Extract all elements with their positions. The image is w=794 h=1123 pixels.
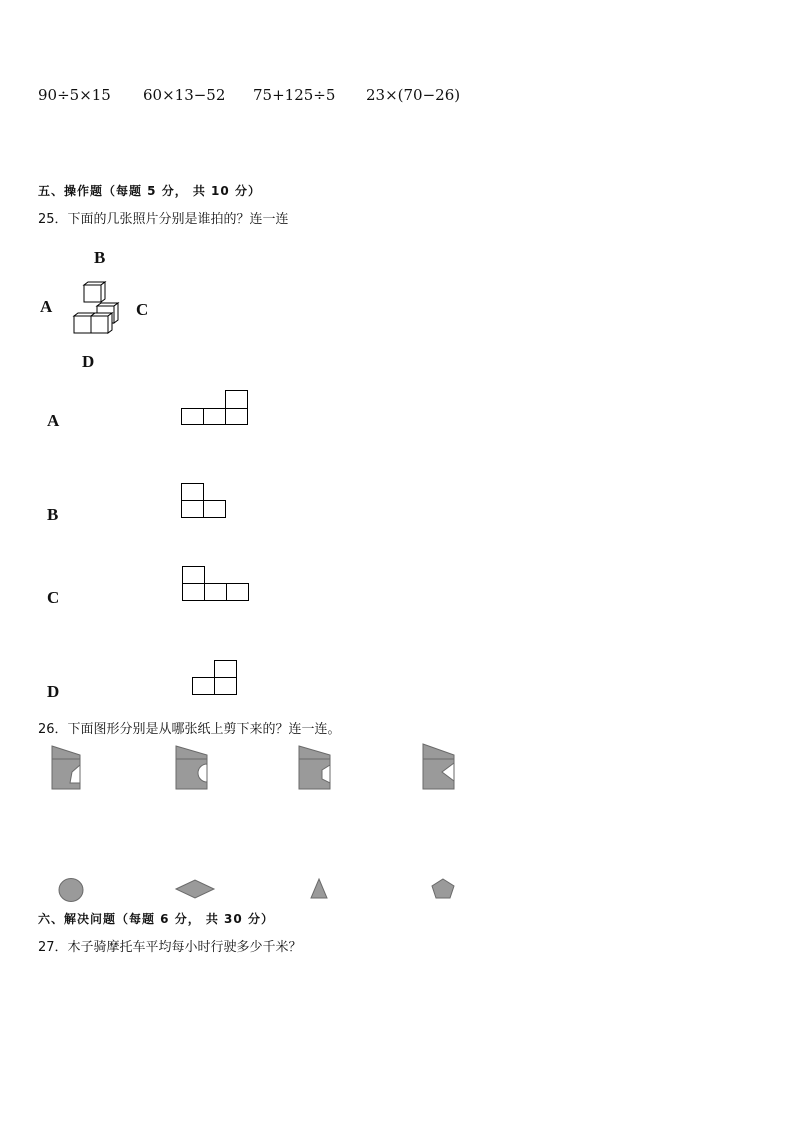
circle-shape — [58, 877, 86, 903]
photo-label-d: D — [47, 682, 60, 701]
view-label-c: C — [136, 300, 149, 319]
expression-3: 75+125÷5 — [253, 86, 336, 104]
cube-stack-figure — [70, 282, 120, 338]
expression-1: 90÷5×15 — [38, 86, 111, 104]
photo-label-c: C — [47, 588, 60, 607]
view-label-d: D — [82, 352, 95, 371]
rhombus-shape — [175, 879, 215, 899]
folded-paper-2 — [173, 745, 211, 790]
pentagon-shape — [430, 878, 456, 900]
folded-paper-4 — [420, 743, 458, 790]
view-label-b: B — [94, 248, 106, 267]
question-26-text: 26．下面图形分别是从哪张纸上剪下来的？连一连。 — [38, 722, 341, 737]
question-27-text: 27．木子骑摩托车平均每小时行驶多少千米？ — [38, 940, 302, 955]
folded-paper-3 — [296, 745, 334, 790]
expression-2: 60×13−52 — [143, 86, 226, 104]
section-5-title: 五、操作题（每题 5 分， 共 10 分） — [38, 184, 261, 198]
expression-4: 23×(70−26) — [366, 86, 461, 104]
section-6-title: 六、解决问题（每题 6 分， 共 30 分） — [38, 912, 274, 926]
photo-label-b: B — [47, 505, 59, 524]
triangle-shape — [309, 878, 329, 900]
folded-paper-1 — [48, 745, 84, 790]
photo-label-a: A — [47, 411, 60, 430]
question-25-text: 25．下面的几张照片分别是谁拍的？连一连 — [38, 212, 289, 227]
view-label-a: A — [40, 297, 53, 316]
